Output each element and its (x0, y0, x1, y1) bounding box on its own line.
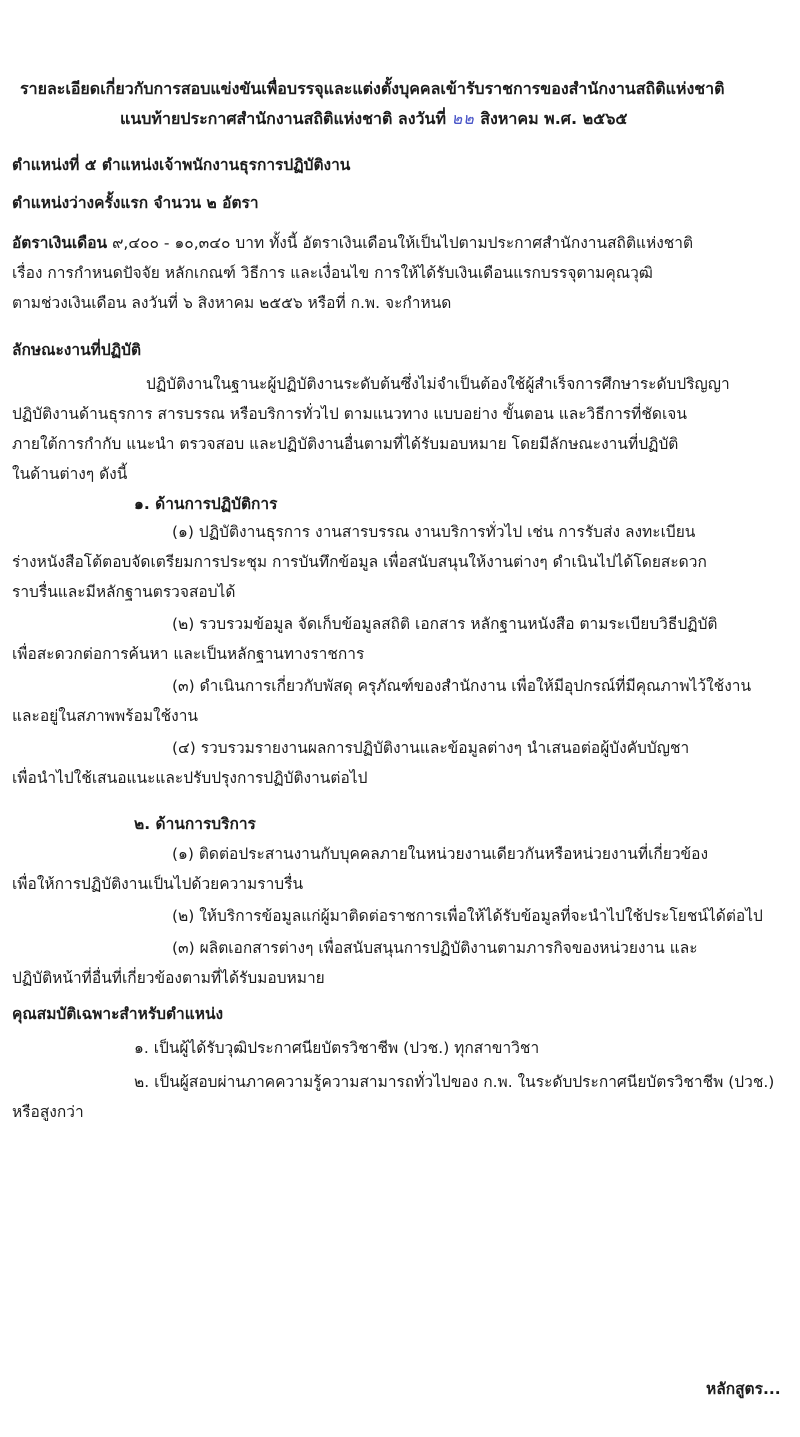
ops-item-1-line-3: ราบรื่นและมีหลักฐานตรวจสอบได้ (12, 583, 236, 601)
salary-line-1 (12, 233, 693, 253)
qualification-2-line-2: หรือสูงกว่า (12, 1103, 84, 1121)
salary-label: อัตราเงินเดือน (12, 234, 108, 252)
doc-title-line-1: รายละเอียดเกี่ยวกับการสอบแข่งขันเพื่อบรรจุและแต่งตั้งบุคคลเข้ารับราชการของสำนักงานสถิติแห่งชาติ (20, 79, 725, 98)
service-item-2-line-1: (๒) ให้บริการข้อมูลแก่ผู้มาติดต่อราชการเพื่อให้ได้รับข้อมูลที่จะนำไปใช้ประโยชน์ได้ต่อไป (172, 907, 763, 925)
salary-range: ๙,๔๐๐ - ๑๐,๓๔๐ บาท ทั้งนี้ อัตราเงินเดือนให้เป็นไปตามประกาศสำนักงานสถิติแห่งชาติ (112, 234, 694, 252)
ops-item-1-line-1: (๑) ปฏิบัติงานธุรการ งานสารบรรณ งานบริการทั่วไป เช่น การรับส่ง ลงทะเบียน (172, 523, 696, 541)
duties-intro-1: ปฏิบัติงานในฐานะผู้ปฏิบัติงานระดับต้นซึ่งไม่จำเป็นต้องใช้ผู้สำเร็จการศึกษาระดับปริญญา (146, 375, 730, 393)
doc-title-prefix: แนบท้ายประกาศสำนักงานสถิติแห่งชาติ ลงวันที่ (120, 109, 446, 128)
service-item-3-line-1: (๓) ผลิตเอกสารต่างๆ เพื่อสนับสนุนการปฏิบัติงานตามภารกิจของหน่วยงาน และ (172, 939, 698, 957)
service-item-1-line-2: เพื่อให้การปฏิบัติงานเป็นไปด้วยความราบรื่น (12, 875, 304, 893)
ops-heading: ๑. ด้านการปฏิบัติการ (134, 495, 278, 513)
qualification-2-line-1: ๒. เป็นผู้สอบผ่านภาคความรู้ความสามารถทั่วไปของ ก.พ. ในระดับประกาศนียบัตรวิชาชีพ (ปวช.) (134, 1073, 775, 1091)
position-title: ตำแหน่งที่ ๕ ตำแหน่งเจ้าพนักงานธุรการปฏิบัติงาน (12, 156, 351, 174)
salary-line-3: ตามช่วงเงินเดือน ลงวันที่ ๖ สิงหาคม ๒๕๕๖ หรือที่ ก.พ. จะกำหนด (12, 294, 452, 312)
continued-footer: หลักสูตร... (706, 1380, 781, 1398)
duties-heading: ลักษณะงานที่ปฏิบัติ (12, 341, 142, 359)
service-item-1-line-1: (๑) ติดต่อประสานงานกับบุคคลภายในหน่วยงานเดียวกันหรือหน่วยงานที่เกี่ยวข้อง (172, 845, 709, 863)
qualification-1: ๑. เป็นผู้ได้รับวุฒิประกาศนียบัตรวิชาชีพ (ปวช.) ทุกสาขาวิชา (134, 1039, 540, 1057)
duties-intro-2: ปฏิบัติงานด้านธุรการ สารบรรณ หรือบริการทั่วไป ตามแนวทาง แบบอย่าง ขั้นตอน และวิธีการที่ชัดเจน (12, 405, 687, 423)
qualifications-heading: คุณสมบัติเฉพาะสำหรับตำแหน่ง (12, 1005, 224, 1023)
ops-item-3-line-1: (๓) ดำเนินการเกี่ยวกับพัสดุ ครุภัณฑ์ของสำนักงาน เพื่อให้มีอุปกรณ์ที่มีคุณภาพไว้ใช้งาน (172, 677, 752, 695)
doc-title-line-2 (120, 109, 628, 129)
doc-title-suffix: สิงหาคม พ.ศ. ๒๕๖๕ (480, 109, 628, 128)
service-item-3-line-2: ปฏิบัติหน้าที่อื่นที่เกี่ยวข้องตามที่ได้รับมอบหมาย (12, 969, 325, 987)
ops-item-2-line-2: เพื่อสะดวกต่อการค้นหา และเป็นหลักฐานทางราชการ (12, 645, 365, 663)
duties-intro-3: ภายใต้การกำกับ แนะนำ ตรวจสอบ และปฏิบัติงานอื่นตามที่ได้รับมอบหมาย โดยมีลักษณะงานที่ปฏิบัติ (12, 435, 679, 453)
ops-item-1-line-2: ร่างหนังสือโต้ตอบจัดเตรียมการประชุม การบันทึกข้อมูล เพื่อสนับสนุนให้งานต่างๆ ดำเนินไปได้โดยสะดวก (12, 553, 707, 571)
ops-item-4-line-1: (๔) รวบรวมรายงานผลการปฏิบัติงานและข้อมูลต่างๆ นำเสนอต่อผู้บังคับบัญชา (172, 739, 690, 757)
ops-item-4-line-2: เพื่อนำไปใช้เสนอแนะและปรับปรุงการปฏิบัติงานต่อไป (12, 769, 368, 787)
service-heading: ๒. ด้านการบริการ (134, 815, 256, 833)
ops-item-2-line-1: (๒) รวบรวมข้อมูล จัดเก็บข้อมูลสถิติ เอกสาร หลักฐานหนังสือ ตามระเบียบวิธีปฏิบัติ (172, 615, 718, 633)
salary-line-2: เรื่อง การกำหนดปัจจัย หลักเกณฑ์ วิธีการ และเงื่อนไข การให้ได้รับเงินเดือนแรกบรรจุตามคุณวุฒิ (12, 264, 653, 282)
duties-intro-4: ในด้านต่างๆ ดังนี้ (12, 465, 128, 483)
vacancy-count: ตำแหน่งว่างครั้งแรก จำนวน ๒ อัตรา (12, 194, 259, 212)
ops-item-3-line-2: และอยู่ในสภาพพร้อมใช้งาน (12, 707, 198, 725)
handwritten-day: ๒๒ (451, 109, 475, 128)
